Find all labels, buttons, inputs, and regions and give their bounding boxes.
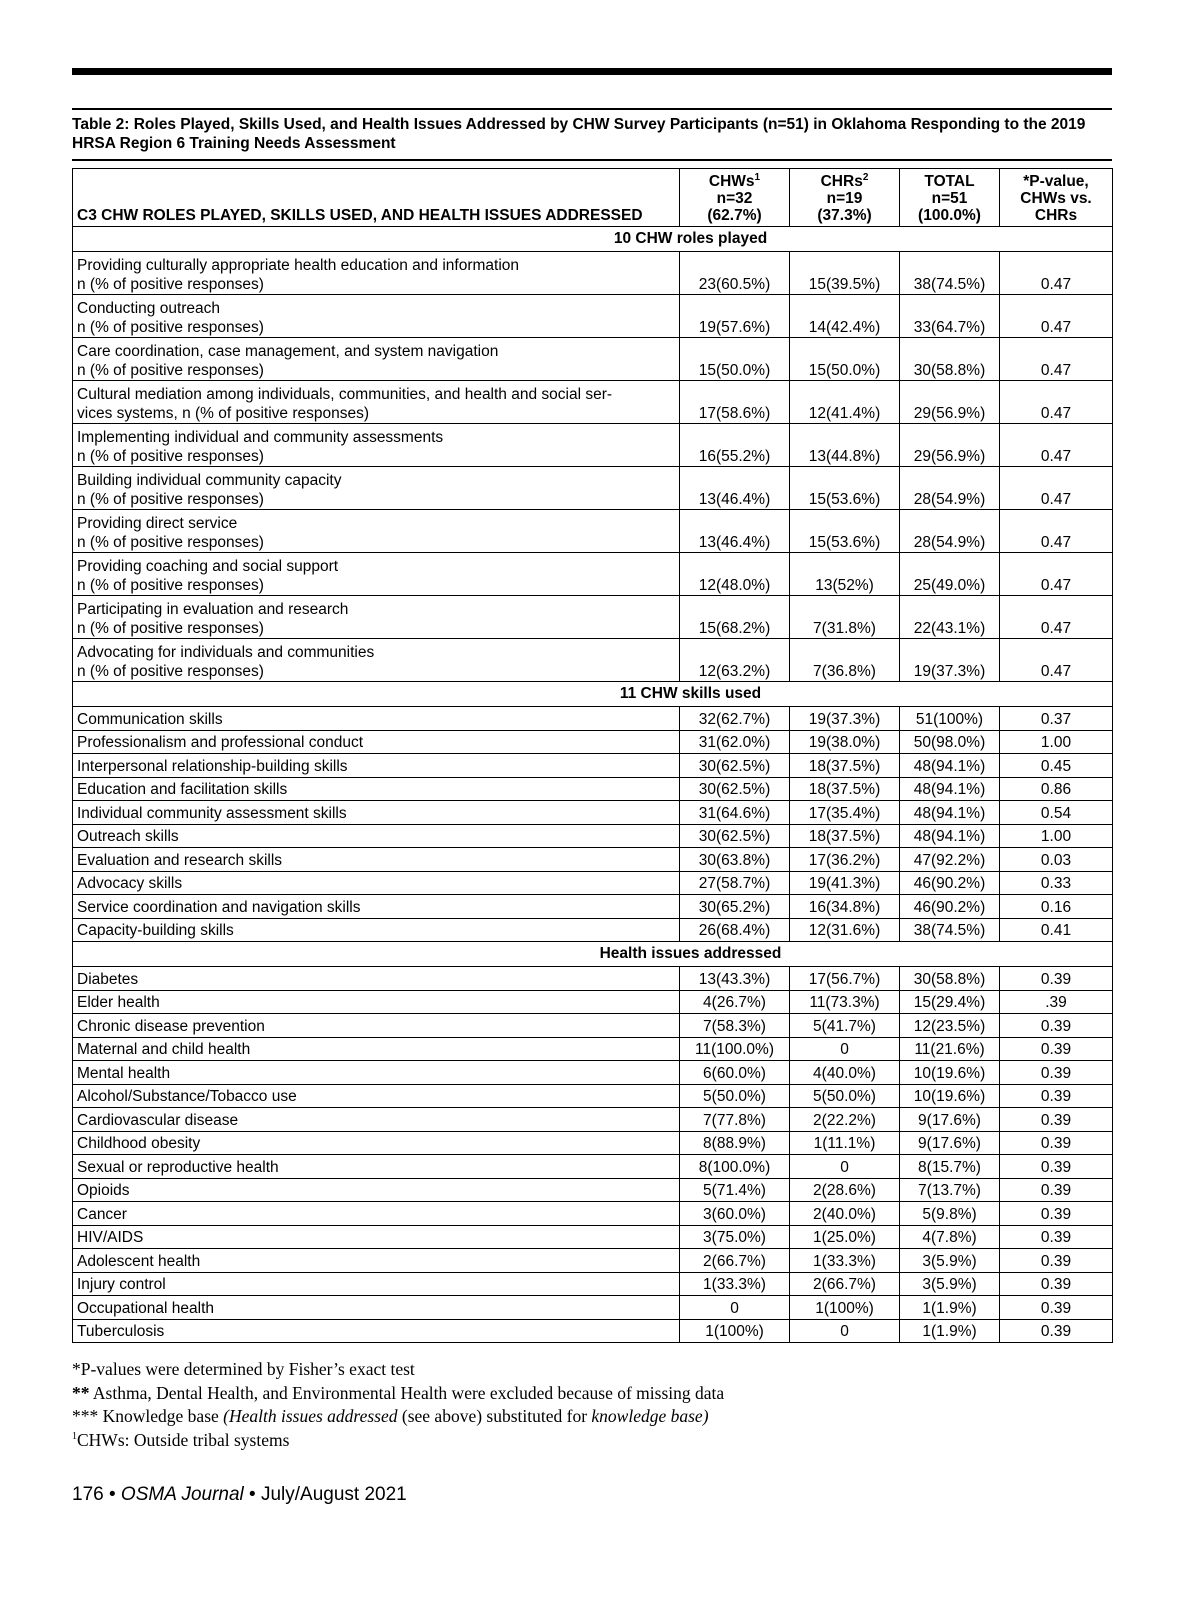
cell-chws: 13(46.4%) — [680, 467, 790, 510]
table-row — [73, 1202, 1113, 1226]
row-label-subline: n (% of positive responses) — [77, 448, 264, 465]
cell-chrs: 14(42.4%) — [790, 295, 900, 338]
cell-pvalue: 0.39 — [1000, 1202, 1113, 1226]
cell-pvalue: 0.39 — [1000, 1155, 1113, 1179]
cell-chws: 16(55.2%) — [680, 424, 790, 467]
cell-total: 33(64.7%) — [900, 295, 1000, 338]
cell-pvalue: 0.47 — [1000, 467, 1113, 510]
top-rule — [72, 68, 1112, 75]
cell-pvalue: 0.47 — [1000, 424, 1113, 467]
cell-total: 4(7.8%) — [900, 1225, 1000, 1249]
cell-chws: 30(63.8%) — [680, 848, 790, 872]
row-label-line: Individual community assessment skills — [77, 804, 347, 822]
row-label-line: Childhood obesity — [77, 1135, 201, 1152]
row-label — [73, 467, 680, 510]
cell-pvalue: 0.39 — [1000, 1061, 1113, 1085]
cell-chws: 1(33.3%) — [680, 1272, 790, 1296]
cell-chws: 12(48.0%) — [680, 553, 790, 596]
cell-pvalue: 0.47 — [1000, 295, 1113, 338]
section-heading-row — [73, 227, 1113, 252]
cell-pvalue: 0.54 — [1000, 801, 1113, 825]
row-label — [73, 918, 680, 942]
cell-total: 46(90.2%) — [900, 871, 1000, 895]
footnote-excluded: ** Asthma, Dental Health, and Environmental Health were excluded because of missing data — [72, 1382, 725, 1403]
table-row — [73, 467, 1113, 510]
table-row — [73, 424, 1113, 467]
cell-total: 48(94.1%) — [900, 801, 1000, 825]
row-label-line: Care coordination, case management, and system navigation — [77, 343, 499, 360]
header-total: TOTAL n=51 (100.0%) — [900, 169, 1000, 227]
cell-chrs: 19(38.0%) — [790, 730, 900, 754]
row-label — [73, 596, 680, 639]
row-label-line: Professionalism and professional conduct — [77, 734, 364, 751]
cell-pvalue: 0.47 — [1000, 338, 1113, 381]
row-label-subline: n (% of positive responses) — [77, 534, 264, 551]
row-label — [73, 1131, 680, 1155]
header-pvalue: *P-value, CHWs vs. CHRs — [1000, 169, 1113, 227]
table-row — [73, 754, 1113, 778]
row-label-line: Communication skills — [77, 710, 223, 728]
row-label-line: Tuberculosis — [77, 1323, 165, 1340]
table-row — [73, 1155, 1113, 1179]
cell-chws: 31(64.6%) — [680, 801, 790, 825]
cell-pvalue: 0.47 — [1000, 252, 1113, 295]
cell-chws: 12(63.2%) — [680, 639, 790, 682]
cell-total: 28(54.9%) — [900, 467, 1000, 510]
cell-chrs: 1(25.0%) — [790, 1225, 900, 1249]
row-label — [73, 754, 680, 778]
row-label — [73, 1319, 680, 1343]
row-label-line: Diabetes — [77, 970, 139, 988]
row-label — [73, 1296, 680, 1320]
table-row — [73, 596, 1113, 639]
cell-total: 29(56.9%) — [900, 381, 1000, 424]
row-label — [73, 871, 680, 895]
cell-chrs: 1(33.3%) — [790, 1249, 900, 1273]
cell-chws: 13(43.3%) — [680, 967, 790, 991]
row-label — [73, 295, 680, 338]
cell-pvalue: 0.37 — [1000, 707, 1113, 731]
row-label-line: Opioids — [77, 1182, 130, 1199]
row-label-line: Cancer — [77, 1205, 127, 1223]
row-label-line: Providing coaching and social support — [77, 558, 339, 575]
cell-chrs: 2(28.6%) — [790, 1178, 900, 1202]
cell-chws: 3(60.0%) — [680, 1202, 790, 1226]
table-row — [73, 338, 1113, 381]
cell-pvalue: 0.39 — [1000, 1014, 1113, 1038]
cell-chws: 13(46.4%) — [680, 510, 790, 553]
cell-chws: 8(88.9%) — [680, 1131, 790, 1155]
row-label-line: Alcohol/Substance/Tobacco use — [77, 1088, 297, 1105]
cell-chrs: 17(35.4%) — [790, 801, 900, 825]
table-row — [73, 990, 1113, 1014]
cell-pvalue: 0.39 — [1000, 967, 1113, 991]
cell-total: 11(21.6%) — [900, 1037, 1000, 1061]
row-label — [73, 777, 680, 801]
row-label-line: Outreach skills — [77, 828, 179, 845]
row-label-subline: n (% of positive responses) — [77, 276, 264, 293]
row-label-line: Maternal and child health — [77, 1041, 251, 1058]
cell-chrs: 0 — [790, 1319, 900, 1343]
cell-chws: 17(58.6%) — [680, 381, 790, 424]
cell-pvalue: 0.47 — [1000, 553, 1113, 596]
cell-chrs: 7(31.8%) — [790, 596, 900, 639]
cell-chws: 30(62.5%) — [680, 777, 790, 801]
table-row — [73, 1014, 1113, 1038]
row-label-line: Cardiovascular disease — [77, 1111, 239, 1129]
cell-chws: 30(62.5%) — [680, 824, 790, 848]
cell-total: 28(54.9%) — [900, 510, 1000, 553]
cell-pvalue: 0.16 — [1000, 895, 1113, 919]
table-row — [73, 1084, 1113, 1108]
cell-pvalue: 0.39 — [1000, 1272, 1113, 1296]
footnotes — [72, 1358, 724, 1452]
cell-total: 9(17.6%) — [900, 1131, 1000, 1155]
table-row — [73, 871, 1113, 895]
row-label-line: Cultural mediation among individuals, communities, and health and social ser- — [77, 386, 613, 403]
table-row — [73, 639, 1113, 682]
cell-pvalue: 1.00 — [1000, 824, 1113, 848]
row-label-line: Service coordination and navigation skills — [77, 898, 361, 916]
row-label-subline: n (% of positive responses) — [77, 491, 264, 508]
cell-chws: 23(60.5%) — [680, 252, 790, 295]
row-label-line: Mental health — [77, 1064, 171, 1082]
cell-pvalue: 0.39 — [1000, 1178, 1113, 1202]
row-label — [73, 639, 680, 682]
cell-total: 1(1.9%) — [900, 1319, 1000, 1343]
table-row — [73, 1319, 1113, 1343]
cell-pvalue: 0.03 — [1000, 848, 1113, 872]
row-label-subline: n (% of positive responses) — [77, 663, 264, 680]
section-heading: 10 CHW roles played — [73, 227, 1113, 252]
cell-total: 8(15.7%) — [900, 1155, 1000, 1179]
cell-total: 48(94.1%) — [900, 824, 1000, 848]
cell-chrs: 1(11.1%) — [790, 1131, 900, 1155]
cell-chws: 8(100.0%) — [680, 1155, 790, 1179]
cell-chrs: 19(41.3%) — [790, 871, 900, 895]
cell-chrs: 12(31.6%) — [790, 918, 900, 942]
cell-total: 3(5.9%) — [900, 1249, 1000, 1273]
cell-chrs: 16(34.8%) — [790, 895, 900, 919]
header-chrs: CHRs$^2$ n=19 (37.3%) — [790, 169, 900, 227]
row-label-line: Providing direct service — [77, 515, 238, 532]
cell-chrs: 13(44.8%) — [790, 424, 900, 467]
section-heading: 11 CHW skills used — [73, 682, 1113, 707]
cell-chrs: 2(22.2%) — [790, 1108, 900, 1132]
row-label — [73, 1272, 680, 1296]
cell-chws: 7(77.8%) — [680, 1108, 790, 1132]
row-label-line: Elder health — [77, 994, 160, 1011]
row-label — [73, 990, 680, 1014]
cell-total: 12(23.5%) — [900, 1014, 1000, 1038]
row-label — [73, 1225, 680, 1249]
row-label — [73, 848, 680, 872]
table-row — [73, 801, 1113, 825]
row-label — [73, 510, 680, 553]
cell-total: 46(90.2%) — [900, 895, 1000, 919]
row-label — [73, 801, 680, 825]
row-label-subline: vices systems, n (% of positive responses) — [77, 405, 370, 422]
table-row — [73, 381, 1113, 424]
row-label-line: Sexual or reproductive health — [77, 1158, 279, 1176]
cell-total: 15(29.4%) — [900, 990, 1000, 1014]
cell-total: 9(17.6%) — [900, 1108, 1000, 1132]
cell-total: 51(100%) — [900, 707, 1000, 731]
cell-total: 5(9.8%) — [900, 1202, 1000, 1226]
cell-total: 1(1.9%) — [900, 1296, 1000, 1320]
row-label-line: Capacity-building skills — [77, 922, 234, 939]
row-label-line: Adolescent health — [77, 1252, 201, 1270]
cell-chws: 15(68.2%) — [680, 596, 790, 639]
cell-pvalue: .39 — [1000, 990, 1113, 1014]
cell-total: 10(19.6%) — [900, 1061, 1000, 1085]
row-label-line: Occupational health — [77, 1299, 215, 1317]
cell-pvalue: 0.39 — [1000, 1249, 1113, 1273]
cell-chrs: 5(50.0%) — [790, 1084, 900, 1108]
row-label — [73, 424, 680, 467]
cell-pvalue: 0.45 — [1000, 754, 1113, 778]
section-heading-row — [73, 682, 1113, 707]
cell-pvalue: 0.47 — [1000, 381, 1113, 424]
cell-total: 10(19.6%) — [900, 1084, 1000, 1108]
row-label-line: HIV/AIDS — [77, 1229, 144, 1246]
table-caption: Table 2: Roles Played, Skills Used, and Health Issues Addressed by CHW Survey Participants (n=51) in Oklahoma Responding to the 2019 HRSA Region 6 Training Needs Assessment — [72, 108, 1112, 161]
footnote-pvalue: *P-values were determined by Fisher’s exact test — [72, 1359, 415, 1379]
cell-chws: 30(62.5%) — [680, 754, 790, 778]
cell-chrs: 2(40.0%) — [790, 1202, 900, 1226]
row-label-line: Providing culturally appropriate health education and information — [77, 257, 520, 274]
cell-total: 30(58.8%) — [900, 967, 1000, 991]
footnote-chws: $^1$CHWs: Outside tribal systems — [72, 1429, 290, 1450]
cell-total: 22(43.1%) — [900, 596, 1000, 639]
row-label — [73, 1037, 680, 1061]
cell-chrs: 18(37.5%) — [790, 824, 900, 848]
cell-chrs: 11(73.3%) — [790, 990, 900, 1014]
cell-total: 48(94.1%) — [900, 754, 1000, 778]
cell-chws: 15(50.0%) — [680, 338, 790, 381]
row-label — [73, 895, 680, 919]
cell-chrs: 15(53.6%) — [790, 467, 900, 510]
cell-total: 3(5.9%) — [900, 1272, 1000, 1296]
row-label-line: Conducting outreach — [77, 300, 221, 317]
cell-total: 38(74.5%) — [900, 252, 1000, 295]
header-rowhead: C3 CHW ROLES PLAYED, SKILLS USED, AND HEALTH ISSUES ADDRESSED — [73, 169, 680, 227]
table-row — [73, 1061, 1113, 1085]
row-label-line: Evaluation and research skills — [77, 851, 283, 869]
table-body — [73, 227, 1113, 1343]
table-row — [73, 1249, 1113, 1273]
cell-chrs: 15(53.6%) — [790, 510, 900, 553]
row-label — [73, 1108, 680, 1132]
cell-chrs: 0 — [790, 1155, 900, 1179]
cell-pvalue: 0.47 — [1000, 510, 1113, 553]
row-label-line: Advocacy skills — [77, 875, 183, 892]
cell-total: 29(56.9%) — [900, 424, 1000, 467]
cell-chrs: 12(41.4%) — [790, 381, 900, 424]
row-label — [73, 967, 680, 991]
cell-pvalue: 0.39 — [1000, 1296, 1113, 1320]
cell-chws: 30(65.2%) — [680, 895, 790, 919]
cell-chws: 6(60.0%) — [680, 1061, 790, 1085]
cell-chrs: 7(36.8%) — [790, 639, 900, 682]
footnote-knowledge-base: *** Knowledge base (Health issues addressed (see above) substituted for knowledge base) — [72, 1406, 709, 1426]
row-label-line: Participating in evaluation and research — [77, 601, 349, 618]
table-row — [73, 848, 1113, 872]
cell-pvalue: 1.00 — [1000, 730, 1113, 754]
cell-chrs: 5(41.7%) — [790, 1014, 900, 1038]
table-row — [73, 1296, 1113, 1320]
table-row — [73, 295, 1113, 338]
cell-total: 50(98.0%) — [900, 730, 1000, 754]
table-row — [73, 967, 1113, 991]
table-row — [73, 1108, 1113, 1132]
row-label — [73, 824, 680, 848]
row-label — [73, 1178, 680, 1202]
row-label-subline: n (% of positive responses) — [77, 362, 264, 379]
row-label-line: Education and facilitation skills — [77, 781, 288, 798]
header-chws: CHWs$^1$ n=32 (62.7%) — [680, 169, 790, 227]
row-label-line: Injury control — [77, 1276, 166, 1293]
cell-chws: 19(57.6%) — [680, 295, 790, 338]
cell-chws: 4(26.7%) — [680, 990, 790, 1014]
cell-pvalue: 0.39 — [1000, 1108, 1113, 1132]
cell-chws: 2(66.7%) — [680, 1249, 790, 1273]
cell-total: 30(58.8%) — [900, 338, 1000, 381]
cell-chws: 0 — [680, 1296, 790, 1320]
row-label-line: Advocating for individuals and communities — [77, 644, 375, 661]
row-label — [73, 1014, 680, 1038]
cell-chws: 7(58.3%) — [680, 1014, 790, 1038]
row-label-line: Building individual community capacity — [77, 472, 342, 489]
row-label — [73, 730, 680, 754]
cell-chrs: 4(40.0%) — [790, 1061, 900, 1085]
section-heading: Health issues addressed — [73, 942, 1113, 967]
cell-chrs: 2(66.7%) — [790, 1272, 900, 1296]
cell-total: 48(94.1%) — [900, 777, 1000, 801]
cell-pvalue: 0.39 — [1000, 1037, 1113, 1061]
table-row — [73, 510, 1113, 553]
table-row — [73, 1225, 1113, 1249]
cell-chrs: 17(36.2%) — [790, 848, 900, 872]
row-label — [73, 1061, 680, 1085]
table-row — [73, 1178, 1113, 1202]
table-row — [73, 918, 1113, 942]
row-label — [73, 1084, 680, 1108]
cell-pvalue: 0.86 — [1000, 777, 1113, 801]
table-header-row — [73, 169, 1113, 227]
row-label-subline: n (% of positive responses) — [77, 577, 264, 594]
cell-pvalue: 0.41 — [1000, 918, 1113, 942]
cell-chws: 1(100%) — [680, 1319, 790, 1343]
row-label-subline: n (% of positive responses) — [77, 620, 264, 637]
table-row — [73, 553, 1113, 596]
cell-chws: 26(68.4%) — [680, 918, 790, 942]
cell-pvalue: 0.39 — [1000, 1319, 1113, 1343]
cell-chrs: 15(39.5%) — [790, 252, 900, 295]
cell-chws: 5(50.0%) — [680, 1084, 790, 1108]
row-label-line: Chronic disease prevention — [77, 1017, 265, 1035]
row-label — [73, 1249, 680, 1273]
row-label — [73, 707, 680, 731]
table-row — [73, 252, 1113, 295]
cell-chrs: 19(37.3%) — [790, 707, 900, 731]
cell-pvalue: 0.39 — [1000, 1131, 1113, 1155]
cell-pvalue: 0.47 — [1000, 639, 1113, 682]
cell-total: 19(37.3%) — [900, 639, 1000, 682]
cell-chws: 5(71.4%) — [680, 1178, 790, 1202]
table-row — [73, 895, 1113, 919]
row-label — [73, 381, 680, 424]
cell-pvalue: 0.47 — [1000, 596, 1113, 639]
cell-total: 7(13.7%) — [900, 1178, 1000, 1202]
cell-chws: 32(62.7%) — [680, 707, 790, 731]
cell-chrs: 13(52%) — [790, 553, 900, 596]
row-label — [73, 338, 680, 381]
cell-chws: 11(100.0%) — [680, 1037, 790, 1061]
table-row — [73, 707, 1113, 731]
cell-chws: 31(62.0%) — [680, 730, 790, 754]
cell-total: 38(74.5%) — [900, 918, 1000, 942]
cell-chrs: 18(37.5%) — [790, 754, 900, 778]
row-label — [73, 1202, 680, 1226]
row-label-line: Implementing individual and community assessments — [77, 429, 444, 446]
page-footer: 176 • OSMA Journal • July/August 2021 — [72, 1484, 407, 1505]
row-label — [73, 553, 680, 596]
table-row — [73, 730, 1113, 754]
cell-chrs: 1(100%) — [790, 1296, 900, 1320]
cell-pvalue: 0.39 — [1000, 1084, 1113, 1108]
cell-pvalue: 0.39 — [1000, 1225, 1113, 1249]
table-row — [73, 777, 1113, 801]
table-row — [73, 1131, 1113, 1155]
cell-chrs: 17(56.7%) — [790, 967, 900, 991]
row-label-line: Interpersonal relationship-building skills — [77, 757, 348, 775]
table-row — [73, 1037, 1113, 1061]
cell-chrs: 0 — [790, 1037, 900, 1061]
results-table — [72, 168, 1113, 1343]
table-row — [73, 824, 1113, 848]
cell-chws: 27(58.7%) — [680, 871, 790, 895]
cell-chrs: 18(37.5%) — [790, 777, 900, 801]
cell-chrs: 15(50.0%) — [790, 338, 900, 381]
cell-chws: 3(75.0%) — [680, 1225, 790, 1249]
table-row — [73, 1272, 1113, 1296]
cell-pvalue: 0.33 — [1000, 871, 1113, 895]
cell-total: 47(92.2%) — [900, 848, 1000, 872]
section-heading-row — [73, 942, 1113, 967]
row-label — [73, 252, 680, 295]
row-label-subline: n (% of positive responses) — [77, 319, 264, 336]
row-label — [73, 1155, 680, 1179]
cell-total: 25(49.0%) — [900, 553, 1000, 596]
